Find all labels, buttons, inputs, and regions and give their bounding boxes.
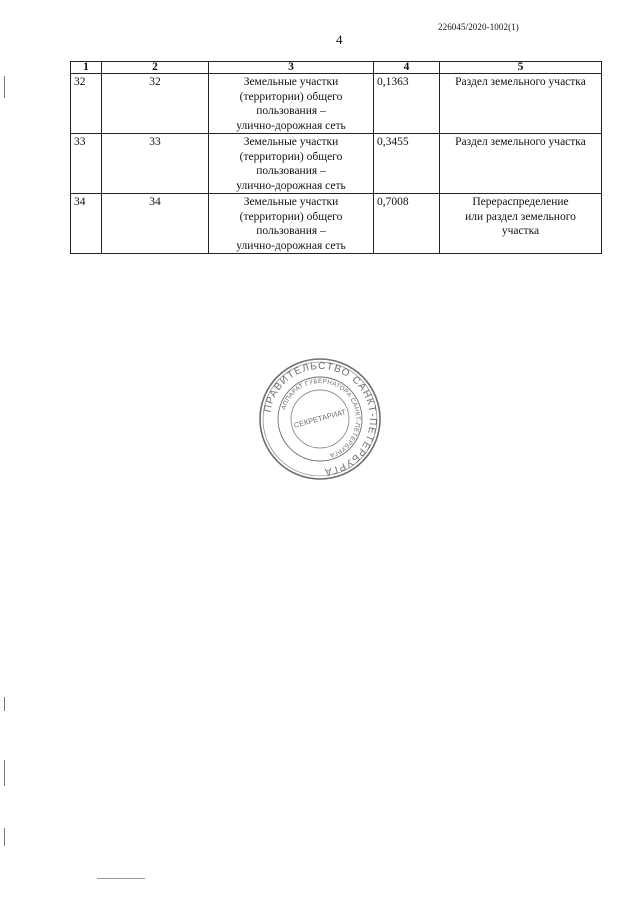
cell-purpose (209, 194, 374, 254)
scan-artifact (4, 697, 5, 711)
purpose-line: (территории) общего (239, 150, 343, 163)
cell-plot-number: 32 (102, 74, 209, 134)
column-header: 4 (374, 62, 440, 74)
column-header: 1 (71, 62, 102, 74)
page-number: 4 (336, 32, 343, 47)
seal-center-text: СЕКРЕТАРИАТ (292, 407, 347, 430)
purpose-line: улично-дорожная сеть (236, 239, 346, 252)
scan-artifact (97, 878, 145, 879)
purpose-line: улично-дорожная сеть (236, 119, 346, 132)
purpose-line: пользования – (256, 225, 326, 237)
purpose-line: (территории) общего (239, 210, 343, 223)
cell-plot-number: 34 (102, 194, 209, 254)
document-number: 226045/2020-1002(1) (438, 22, 519, 32)
purpose-line: пользования – (256, 165, 326, 177)
cell-area: 0,7008 (374, 194, 440, 254)
seal-outer-text: ПРАВИТЕЛЬСТВО САНКТ-ПЕТЕРБУРГА (262, 360, 379, 477)
cell-number: 33 (71, 134, 102, 194)
method-line: Перераспределение (472, 196, 569, 208)
cell-method (440, 194, 602, 254)
cell-purpose (209, 134, 374, 194)
table-row (71, 194, 602, 254)
cell-area: 0,1363 (374, 74, 440, 134)
method-line: Раздел земельного участка (455, 76, 586, 88)
method-line: участка (501, 225, 540, 237)
purpose-line: улично-дорожная сеть (236, 179, 346, 192)
column-header: 2 (102, 62, 209, 74)
table-row (71, 134, 602, 194)
method-line: или раздел земельного (465, 210, 576, 223)
seal-graphic (258, 357, 382, 481)
purpose-line: Земельные участки (243, 76, 339, 88)
cell-number: 32 (71, 74, 102, 134)
seal-inner-text: АППАРАТ ГУБЕРНАТОРА САНКТ-ПЕТЕРБУРГА (280, 377, 362, 459)
purpose-line: Земельные участки (243, 136, 339, 148)
purpose-line: пользования – (256, 105, 326, 117)
cell-area: 0,3455 (374, 134, 440, 194)
cell-method (440, 74, 602, 134)
cell-purpose (209, 74, 374, 134)
purpose-line: (территории) общего (239, 90, 343, 103)
table-row (71, 74, 602, 134)
land-plots-table (70, 61, 602, 254)
cell-number: 34 (71, 194, 102, 254)
scan-artifact (4, 828, 5, 846)
column-header: 5 (440, 62, 602, 74)
scan-artifact (4, 760, 5, 786)
column-header: 3 (209, 62, 374, 74)
method-line: Раздел земельного участка (455, 136, 586, 148)
scan-artifact (4, 76, 5, 98)
table-header-row (71, 62, 602, 74)
cell-plot-number: 33 (102, 134, 209, 194)
purpose-line: Земельные участки (243, 196, 339, 208)
official-seal (258, 357, 382, 481)
cell-method (440, 134, 602, 194)
